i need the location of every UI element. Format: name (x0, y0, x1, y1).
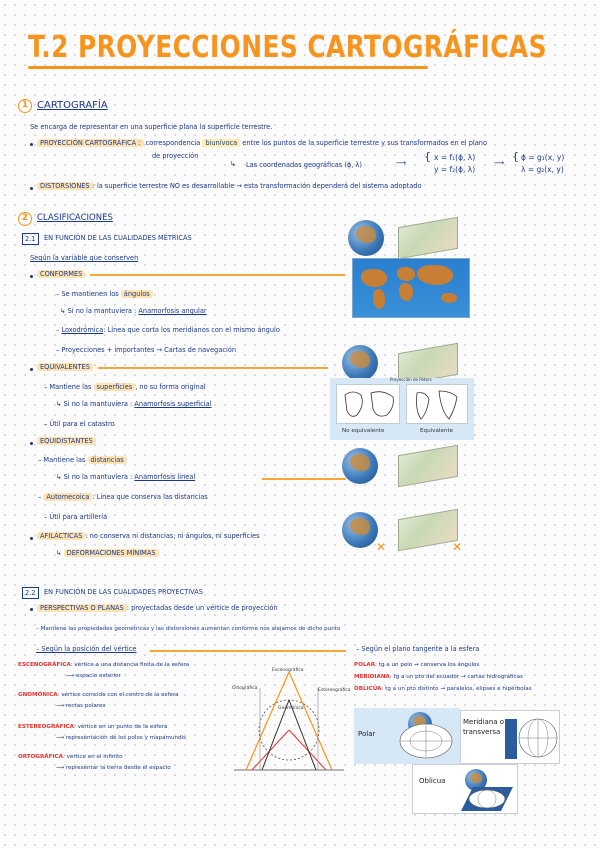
oblique-box (412, 764, 518, 814)
est-label: ESTEREOGRÁFICA (18, 724, 74, 730)
meridian-grid (517, 715, 559, 761)
eq-2b: Anamorfosis superficial (134, 400, 212, 408)
gno-text: : vértice coincide con el centro de la esfera (57, 692, 179, 698)
bullet (30, 442, 33, 445)
ed-4: – Útil para artillería (44, 513, 108, 521)
globe-image (342, 448, 378, 484)
box-mer: Meridiana o transversa (463, 718, 505, 736)
non-equivalent-map (336, 384, 400, 424)
sub2-title: EN FUNCIÓN DE LAS CUALIDADES PROYECTIVAS (44, 588, 203, 596)
eq-1b: superficies (94, 383, 136, 391)
cap-top: Proyección de Peters (390, 377, 432, 382)
eq1a: x = f₁(ϕ, λ) (434, 153, 476, 162)
bullet (30, 368, 33, 371)
ort-sub-text: representar la tierra desde el espacio (65, 765, 171, 771)
sub1-title: EN FUNCIÓN DE LAS CUALIDADES MÉTRICAS (44, 234, 192, 242)
by-vertex-text: Según la posición del vértice (41, 645, 137, 653)
conf-1b: ángulos (121, 290, 153, 298)
world-map-image (352, 258, 470, 318)
eq-2-text: Si no la mantuviera : (63, 400, 133, 408)
ed-3a: Automecoica (43, 493, 92, 501)
af-2-text: DEFORMACIONES MÍNIMAS (64, 549, 159, 557)
projection-definition (37, 139, 487, 147)
eq-1-text: Mantiene las (49, 383, 92, 391)
conf-4: – Proyecciones + importantes → Cartas de navegación (56, 346, 237, 354)
conf-3a: Loxodrómica (61, 326, 104, 334)
diag-r: Estereográfica (318, 688, 351, 693)
esc-text: : vértice a una distancia finita de la esfera (70, 662, 190, 668)
af-2: ↳ DEFORMACIONES MÍNIMAS (56, 549, 159, 557)
eq-1: – Mantiene las superficies , no su forma original (44, 383, 206, 391)
cap-eq: Equivalente (420, 428, 454, 434)
section-1-heading: CARTOGRAFÍA (37, 100, 108, 111)
equivalentes-label: EQUIVALENTES (37, 363, 93, 371)
oblique-grid (459, 783, 515, 813)
folded-map-image (398, 509, 458, 552)
conf-2-text: Si no la mantuviera : (67, 307, 137, 315)
proj-def-a: correspondencia (145, 139, 201, 147)
by-vertex: – Según la posición del vértice (36, 645, 137, 653)
persp-b: : proyectadas desde un vértice de proyección (126, 604, 278, 612)
polar-text: : tg a un polo → conserva los ángulos (375, 662, 480, 668)
ed-2b: Anamorfosis lineal (134, 473, 196, 481)
persp (37, 604, 278, 612)
afilacticas-label: AFILÁCTICAS (37, 532, 85, 540)
ed-1-text: Mantiene las (43, 456, 86, 464)
conf-1: – Se mantienen los ángulos (56, 290, 153, 298)
section-2-heading: CLASIFICACIONES (37, 213, 113, 223)
orange-rule (98, 367, 328, 369)
eq-1c: , no su forma original (135, 383, 206, 391)
proj-def-d: de proyección (152, 152, 199, 160)
box-polar: Polar (358, 730, 376, 738)
cross-icon: ✕ (376, 540, 387, 554)
arrow-icon: ↳ (230, 160, 236, 168)
conf-2: ↳ Si no la mantuviera : Anamorfosis angular (60, 307, 207, 315)
brace-icon: { (424, 150, 431, 163)
page-title: T.2 PROYECCIONES CARTOGRÁFICAS (28, 30, 547, 65)
sub1-note: Según la variable que conserven (30, 254, 139, 262)
ed-3: – Automecoica : Línea que conserva las distancias (38, 493, 208, 501)
bullet (30, 275, 33, 278)
arrow-right-icon: ⟶ (494, 159, 505, 167)
oblicua (354, 686, 532, 692)
brace-icon: { (512, 150, 519, 163)
bullet (30, 537, 33, 540)
section-2-number: 2 (18, 212, 32, 226)
dist-label: DISTORSIONES (37, 182, 93, 190)
af-1-text: : no conserva ni distancias, ni ángulos, ni superficies (85, 532, 260, 540)
ort-text: : vértice en el infinito (62, 754, 123, 760)
polar-grid (398, 722, 454, 760)
distortions (37, 182, 422, 190)
eq-3-text: Útil para el catastro (49, 420, 115, 428)
ed-3b: : Línea que conserva las distancias (92, 493, 208, 501)
polar (354, 662, 479, 668)
obl-text: : tg a un pto distinto → paralelos, elipses e hipérbolas (381, 686, 532, 692)
coords-text: Las coordenadas geográficas (ϕ, λ) (246, 161, 362, 169)
s1-intro: Se encarga de representar en una superficie plana la superficie terrestre. (30, 123, 273, 131)
est (18, 724, 167, 730)
dist-text: : la superficie terrestre NO es desarrollable → esta transformación dependerá del sistema adoptado (92, 182, 422, 190)
proj-def-c: entre los puntos de la superficie terrestre y sus transformados en el plano (242, 139, 487, 147)
orange-rule (150, 650, 346, 652)
eq1b: y = f₂(ϕ, λ) (434, 165, 476, 174)
sub2-number: 2.2 (22, 587, 39, 599)
box-obl: Oblicua (419, 777, 446, 785)
equivalent-comparison-box (330, 378, 474, 440)
obl-label: OBLICUA (354, 686, 382, 692)
projection-diagram (232, 668, 346, 776)
arrow-right-icon: ⟶ (396, 159, 407, 167)
folded-map-image (398, 445, 458, 488)
ed-4-text: Útil para artillería (49, 513, 108, 521)
conf-2b: Anamorfosis angular (138, 307, 207, 315)
ort (18, 754, 123, 760)
af-1 (37, 532, 260, 540)
persp-label: PERSPECTIVAS O PLANAS (37, 604, 127, 612)
persp-2-text: Mantiene las propiedades geométricas y las distorsiones aumentan conforme nos alejamos de dicho punto (40, 626, 341, 632)
globe-image (348, 220, 384, 256)
equidistantes-label: EQUIDISTANTES (37, 437, 96, 445)
esc-label: ESCENOGRÁFICA (18, 662, 71, 668)
orange-rule (262, 478, 346, 480)
eq2a: ϕ = g₁(x, y) (521, 153, 565, 162)
esc (18, 662, 189, 668)
bullet (30, 143, 33, 146)
bullet (30, 608, 33, 611)
ed-1b: distancias (88, 456, 127, 464)
folded-map-image (398, 217, 458, 260)
mer-text: : tg a un pto del ecuador → cartas hidrográficas (389, 674, 523, 680)
gno-sub-text: rectas polares (65, 703, 106, 709)
polar-box (354, 708, 460, 764)
equivalent-map (406, 384, 468, 424)
eq2b: λ = g₂(x, y) (521, 165, 564, 174)
meridiana (354, 674, 523, 680)
proj-def-b: biunívoca (202, 139, 240, 147)
bullet (30, 187, 33, 190)
ed-2-text: Si no la mantuviera : (63, 473, 133, 481)
cross-icon: ✕ (452, 540, 463, 554)
ort-sub: ⟶ representar la tierra desde el espacio (56, 765, 171, 771)
diag-t: Escenográfica (272, 668, 304, 673)
esc-sub-text: espacio exterior (75, 673, 121, 679)
est-sub-text: representación de los polos y mapamundis (65, 735, 187, 741)
by-plane: – Según el plano tangente a la esfera (356, 645, 480, 653)
cap-no-eq: No equivalente (342, 428, 385, 434)
gno-label: GNOMÓNICA (18, 692, 58, 698)
mer-label: MERIDIANA (354, 674, 390, 680)
diag-l: Ortográfica (232, 686, 258, 691)
globe-image (342, 345, 378, 381)
ed-2: ↳ Si no la mantuviera : Anamorfosis lineal (56, 473, 196, 481)
ed-1: – Mantiene las distancias (38, 456, 127, 464)
eq-2: ↳ Si no la mantuviera : Anamorfosis superficial (56, 400, 212, 408)
esc-sub: ⟶ espacio exterior (66, 673, 121, 679)
orange-rule (90, 274, 345, 276)
sub1-number: 2.1 (22, 233, 39, 245)
gno (18, 692, 179, 698)
est-sub: ⟶ representación de los polos y mapamundis (56, 735, 187, 741)
persp-2: – Mantiene las propiedades geométricas y las distorsiones aumentan conforme nos alejamos de dicho punto (36, 626, 341, 632)
gno-sub: ⟶ rectas polares (56, 703, 106, 709)
meridian-plane (505, 719, 517, 759)
conf-4-text: Proyecciones + importantes → Cartas de navegación (61, 346, 237, 354)
conf-1-text: Se mantienen los (61, 290, 119, 298)
ort-label: ORTOGRÁFICA (18, 754, 63, 760)
polar-label: POLAR (354, 662, 376, 668)
title-underline (28, 66, 428, 69)
conf-3: – Loxodrómica: Línea que corta los meridianos con el mismo ángulo (56, 326, 280, 334)
diag-m: Gnomónica (278, 706, 304, 711)
by-plane-text: Según el plano tangente a la esfera (361, 645, 480, 653)
section-1-number: 1 (18, 99, 32, 113)
meridian-box (460, 710, 560, 764)
est-text: : vértice en un punto de la esfera (73, 724, 168, 730)
conformes-label: CONFORMES (37, 270, 85, 278)
globe-image (342, 512, 378, 548)
eq-3: – Útil para el catastro (44, 420, 115, 428)
proj-label: PROYECCIÓN CARTOGRÁFICA : (37, 139, 144, 147)
conf-3b: : Línea que corta los meridianos con el mismo ángulo (103, 326, 280, 334)
